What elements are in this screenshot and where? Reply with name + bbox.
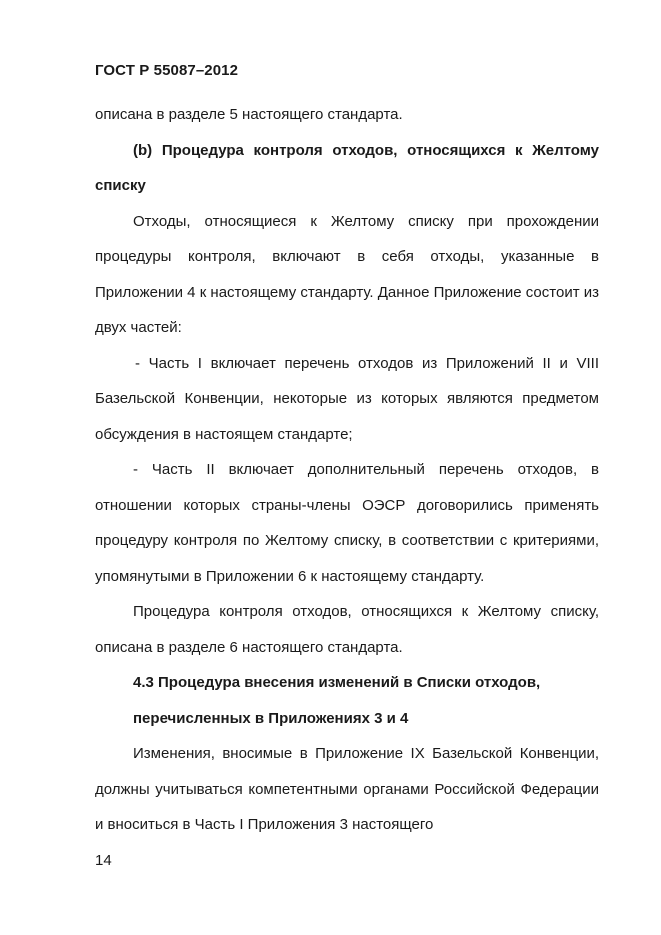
list-item-part-two: - Часть II включает дополнительный перечень отходов, в отношении которых страны-члены ОЭСР договорились применять процедуру контроля по Желтому списку, в соответствии с критериями, упомянутыми в Приложении 6 к настоящему стандарту.	[95, 461, 599, 585]
paragraph-continuation: описана в разделе 5 настоящего стандарта.	[95, 106, 403, 123]
paragraph-yellow-list-intro: Отходы, относящиеся к Желтому списку при прохождении процедуры контроля, включают в себя отходы, указанные в Приложении 4 к настоящему стандарту. Данное Приложение состоит из двух частей:	[95, 212, 599, 336]
list-item-part-one: - Часть I включает перечень отходов из Приложений II и VIII Базельской Конвенции, некоторые из которых являются предметом обсуждения в настоящем стандарте;	[95, 354, 599, 443]
paragraph-amendments: Изменения, вносимые в Приложение IX Базельской Конвенции, должны учитываться компетентными органами Российской Федерации и вноситься в Часть I Приложения 3 настоящего	[95, 745, 599, 833]
document-body	[95, 97, 599, 843]
section-heading-yellow-list: (b) Процедура контроля отходов, относящихся к Желтому списку	[95, 141, 599, 194]
paragraph-yellow-list-procedure: Процедура контроля отходов, относящихся к Желтому списку, описана в разделе 6 настоящего стандарта.	[95, 603, 599, 656]
document-header: ГОСТ Р 55087–2012	[95, 62, 239, 79]
page-number: 14	[95, 852, 112, 869]
section-heading-4-3-line2: перечисленных в Приложениях 3 и 4	[133, 709, 409, 727]
section-heading-4-3-line1: 4.3 Процедура внесения изменений в Списки отходов,	[133, 674, 541, 691]
